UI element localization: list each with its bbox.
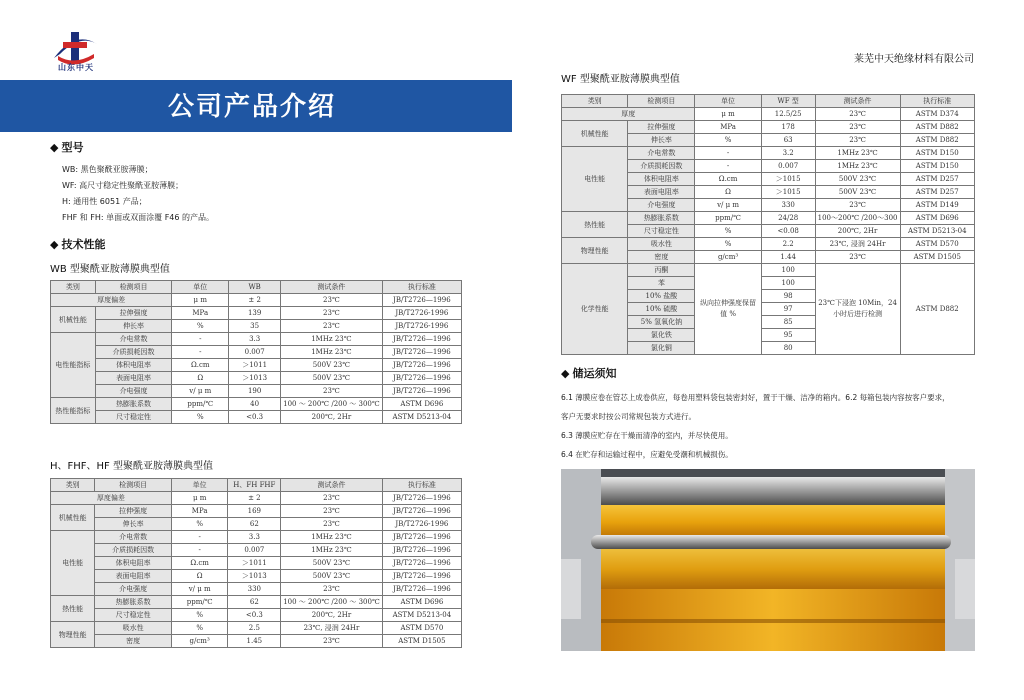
unit-cell: μ m: [172, 294, 229, 307]
standard-cell: JB/T2726—1996: [382, 294, 461, 307]
table-row: [51, 557, 462, 570]
item-cell: 体积电阻率: [628, 173, 695, 186]
value-cell: 35: [229, 320, 281, 333]
category-cell: 热性能指标: [51, 398, 96, 424]
condition-cell: 100 ～ 200℃ /200 ～ 300℃: [281, 596, 383, 609]
standard-cell: JB/T2726—1996: [382, 372, 461, 385]
value-cell: 3.3: [229, 333, 281, 346]
standard-cell: JB/T2726—1996: [382, 346, 461, 359]
item-cell: 表面电阻率: [95, 570, 171, 583]
category-cell: 电性能: [562, 147, 628, 212]
unit-cell: %: [695, 238, 761, 251]
condition-cell: 1MHz 23℃: [815, 160, 900, 173]
item-cell: 介电常数: [95, 531, 171, 544]
unit-cell: -: [171, 544, 228, 557]
column-header: WF 型: [761, 95, 815, 108]
wb-spec-table: [50, 280, 462, 424]
standard-cell: JB/T2726—1996: [382, 505, 461, 518]
column-header: 执行标准: [382, 479, 461, 492]
item-cell: 10% 硫酸: [628, 303, 695, 316]
category-cell: 电性能: [51, 531, 95, 596]
value-cell: ＞1015: [761, 186, 815, 199]
condition-cell: 23℃: [281, 320, 383, 333]
value-cell: 85: [761, 316, 815, 329]
column-header: 类别: [562, 95, 628, 108]
condition-cell: 23℃: [281, 635, 383, 648]
unit-cell: Ω: [172, 372, 229, 385]
model-line: FHF 和 FH: 单面或双面涂覆 F46 的产品。: [62, 213, 215, 222]
table-row: [51, 320, 462, 333]
condition-cell: 23℃: [281, 505, 383, 518]
column-header: WB: [229, 281, 281, 294]
condition-cell: 23℃: [281, 307, 383, 320]
storage-line: 6.1 薄膜应卷在管芯上成卷供应，每卷用塑料袋包装密封好，置于干燥、洁净的箱内。6.2 每箱包装内容按客户要求，: [561, 393, 950, 402]
value-cell: 2.5: [228, 622, 281, 635]
unit-cell: %: [171, 518, 228, 531]
value-cell: 1.45: [228, 635, 281, 648]
value-cell: ＞1011: [229, 359, 281, 372]
table-row: [51, 622, 462, 635]
value-cell: 3.2: [761, 147, 815, 160]
item-cell: 厚度偏差: [51, 492, 172, 505]
standard-cell: JB/T2726—1996: [382, 333, 461, 346]
condition-cell: 100 ～ 200℃ /200 ～ 300℃: [281, 398, 383, 411]
value-cell: 0.007: [229, 346, 281, 359]
table-row: [51, 570, 462, 583]
condition-cell: 200℃, 2Hr: [281, 411, 383, 424]
unit-cell: -: [171, 531, 228, 544]
column-header: 检测项目: [95, 479, 171, 492]
standard-cell: JB/T2726—1996: [382, 583, 461, 596]
item-cell: 尺寸稳定性: [95, 411, 172, 424]
item-cell: 介质损耗因数: [95, 346, 172, 359]
table-row: [51, 544, 462, 557]
condition-cell: 500V 23℃: [815, 186, 900, 199]
column-header: 单位: [171, 479, 228, 492]
item-cell: 体积电阻率: [95, 557, 171, 570]
unit-cell: v/ μ m: [171, 583, 228, 596]
condition-cell: 23℃, 浸润 24Hr: [815, 238, 900, 251]
column-header: 测试条件: [281, 281, 383, 294]
value-cell: 12.5/25: [761, 108, 815, 121]
condition-cell: 23℃: [281, 294, 383, 307]
item-cell: 介电强度: [95, 583, 171, 596]
value-cell: 80: [761, 342, 815, 355]
column-header: 检测项目: [628, 95, 695, 108]
item-cell: 伸长率: [95, 320, 172, 333]
unit-cell: Ω.cm: [171, 557, 228, 570]
unit-cell: %: [695, 134, 761, 147]
column-header: 单位: [695, 95, 761, 108]
table-row: [51, 531, 462, 544]
item-cell: 体积电阻率: [95, 359, 172, 372]
table-row: [51, 583, 462, 596]
item-cell: 5% 氢氧化钠: [628, 316, 695, 329]
item-cell: 表面电阻率: [95, 372, 172, 385]
item-cell: 介电强度: [95, 385, 172, 398]
value-cell: 63: [761, 134, 815, 147]
standard-cell: JB/T2726-1996: [382, 518, 461, 531]
table-row: [562, 212, 975, 225]
standard-cell: ASTM D696: [382, 596, 461, 609]
standard-cell: JB/T2726—1996: [382, 570, 461, 583]
category-cell: 电性能指标: [51, 333, 96, 398]
condition-cell: 1MHz 23℃: [281, 346, 383, 359]
condition-cell: 23℃: [281, 583, 383, 596]
unit-cell: MPa: [695, 121, 761, 134]
value-cell: 100: [761, 264, 815, 277]
standard-cell: ASTM D5213-04: [382, 411, 461, 424]
unit-cell: Ω.cm: [695, 173, 761, 186]
model-heading: ◆ 型号: [50, 139, 83, 155]
standard-cell: JB/T2726-1996: [382, 320, 461, 333]
table-row: [562, 238, 975, 251]
column-header: 检测项目: [95, 281, 172, 294]
item-cell: 厚度偏差: [51, 294, 172, 307]
table-row: [51, 492, 462, 505]
standard-cell: ASTM D882: [900, 121, 975, 134]
condition-cell: 23℃: [815, 108, 900, 121]
item-cell: 拉伸强度: [95, 307, 172, 320]
table-row: [562, 264, 975, 277]
unit-cell: Ω.cm: [172, 359, 229, 372]
column-header: 测试条件: [281, 479, 383, 492]
item-cell: 尺寸稳定性: [95, 609, 171, 622]
page-title: 公司产品介绍: [168, 92, 337, 122]
category-cell: 物理性能: [51, 622, 95, 648]
standard-cell: ASTM D5213-04: [382, 609, 461, 622]
unit-cell: %: [695, 225, 761, 238]
model-line: WB: 黑色聚酰亚胺薄膜；: [62, 165, 153, 174]
standard-cell: JB/T2726-1996: [382, 307, 461, 320]
item-cell: 尺寸稳定性: [628, 225, 695, 238]
item-cell: 介电强度: [628, 199, 695, 212]
h-spec-table: [50, 478, 462, 648]
item-cell: 表面电阻率: [628, 186, 695, 199]
item-cell: 氯化铁: [628, 329, 695, 342]
standard-cell: ASTM D696: [382, 398, 461, 411]
value-cell: 190: [229, 385, 281, 398]
standard-cell: ASTM D570: [382, 622, 461, 635]
table-row: [562, 147, 975, 160]
item-cell: 拉伸强度: [628, 121, 695, 134]
item-cell: 伸长率: [95, 518, 171, 531]
standard-cell: JB/T2726—1996: [382, 492, 461, 505]
unit-cell: MPa: [172, 307, 229, 320]
table-row: [51, 333, 462, 346]
condition-cell: 23℃: [815, 134, 900, 147]
h-table-title: H、FHF、HF 型聚酰亚胺薄膜典型值: [50, 461, 213, 472]
standard-cell: JB/T2726—1996: [382, 557, 461, 570]
condition-cell: 23℃: [281, 492, 383, 505]
table-row: [51, 609, 462, 622]
table-row: [51, 359, 462, 372]
standard-cell: ASTM D150: [900, 160, 975, 173]
unit-cell: %: [172, 411, 229, 424]
unit-cell: ppm/℃: [695, 212, 761, 225]
table-row: [51, 372, 462, 385]
table-row: [51, 294, 462, 307]
item-cell: 苯: [628, 277, 695, 290]
condition-cell: 1MHz 23℃: [281, 333, 383, 346]
wf-spec-table: [561, 94, 975, 355]
unit-cell: ppm/℃: [172, 398, 229, 411]
item-cell: 氯化铜: [628, 342, 695, 355]
value-cell: ± 2: [228, 492, 281, 505]
condition-cell: 23℃, 浸润 24Hr: [281, 622, 383, 635]
wb-table-title: WB 型聚酰亚胺薄膜典型值: [50, 264, 170, 275]
table-header-row: [562, 95, 975, 108]
column-header: 测试条件: [815, 95, 900, 108]
value-cell: ＞1011: [228, 557, 281, 570]
standard-cell: JB/T2726—1996: [382, 385, 461, 398]
table-row: [51, 307, 462, 320]
standard-cell: ASTM D696: [900, 212, 975, 225]
value-cell: 330: [228, 583, 281, 596]
table-row: [51, 518, 462, 531]
column-header: 类别: [51, 479, 95, 492]
standard-cell: ASTM D1505: [382, 635, 461, 648]
value-cell: 97: [761, 303, 815, 316]
item-cell: 厚度: [562, 108, 695, 121]
condition-cell: 100～200℃ /200～300: [815, 212, 900, 225]
value-cell: <0.3: [229, 411, 281, 424]
column-header: 执行标准: [382, 281, 461, 294]
value-cell: <0.3: [228, 609, 281, 622]
category-cell: 机械性能: [562, 121, 628, 147]
value-cell: 1.44: [761, 251, 815, 264]
category-cell: 物理性能: [562, 238, 628, 264]
column-header: 类别: [51, 281, 96, 294]
storage-heading: ◆ 储运须知: [561, 365, 616, 381]
item-cell: 拉伸强度: [95, 505, 171, 518]
value-cell: <0.08: [761, 225, 815, 238]
unit-cell: -: [695, 160, 761, 173]
value-cell: 62: [228, 596, 281, 609]
storage-text: [561, 388, 981, 464]
unit-cell: v/ μ m: [172, 385, 229, 398]
unit-cell: Ω: [171, 570, 228, 583]
column-header: 执行标准: [900, 95, 975, 108]
condition-cell: 23℃: [815, 199, 900, 212]
condition-cell: 500V 23℃: [281, 359, 383, 372]
storage-line: 6.4 在贮存和运输过程中，应避免受潮和机械损伤。: [561, 450, 733, 459]
condition-cell: 500V 23℃: [281, 557, 383, 570]
item-cell: 介质损耗因数: [628, 160, 695, 173]
value-cell: 100: [761, 277, 815, 290]
value-cell: 169: [228, 505, 281, 518]
table-row: [562, 121, 975, 134]
value-cell: ＞1013: [228, 570, 281, 583]
item-cell: 热膨胀系数: [95, 398, 172, 411]
unit-cell: g/cm³: [171, 635, 228, 648]
unit-cell: -: [172, 333, 229, 346]
model-line: H: 通用性 6051 产品；: [62, 197, 147, 206]
value-cell: 0.007: [761, 160, 815, 173]
storage-line: 6.3 薄膜应贮存在干燥而清净的室内，并尽快使用。: [561, 431, 733, 440]
value-cell: 330: [761, 199, 815, 212]
item-cell: 介质损耗因数: [95, 544, 171, 557]
condition-cell: 500V 23℃: [815, 173, 900, 186]
unit-cell: %: [171, 609, 228, 622]
condition-cell: 200℃, 2Hr: [815, 225, 900, 238]
item-cell: 10% 盐酸: [628, 290, 695, 303]
condition-cell: 500V 23℃: [281, 570, 383, 583]
value-cell: ＞1015: [761, 173, 815, 186]
item-cell: 密度: [628, 251, 695, 264]
category-cell: 机械性能: [51, 307, 96, 333]
table-header-row: [51, 281, 462, 294]
item-cell: 介电常数: [628, 147, 695, 160]
unit-cell: v/ μ m: [695, 199, 761, 212]
condition-cell: 23℃: [815, 121, 900, 134]
value-cell: 98: [761, 290, 815, 303]
table-row: [51, 411, 462, 424]
unit-cell: 纵向拉伸强度保留值 %: [695, 264, 761, 355]
value-cell: ± 2: [229, 294, 281, 307]
item-cell: 吸水性: [95, 622, 171, 635]
item-cell: 介电常数: [95, 333, 172, 346]
category-cell: 热性能: [562, 212, 628, 238]
unit-cell: μ m: [695, 108, 761, 121]
value-cell: 0.007: [228, 544, 281, 557]
condition-cell: 1MHz 23℃: [281, 544, 383, 557]
unit-cell: -: [695, 147, 761, 160]
standard-cell: ASTM D882: [900, 264, 975, 355]
film-production-photo: [561, 469, 975, 651]
standard-cell: ASTM D1505: [900, 251, 975, 264]
item-cell: 热膨胀系数: [628, 212, 695, 225]
storage-line: 客户无要求时按公司常规包装方式进行。: [561, 412, 696, 421]
standard-cell: ASTM D5213-04: [900, 225, 975, 238]
unit-cell: %: [171, 622, 228, 635]
unit-cell: μ m: [171, 492, 228, 505]
table-row: [51, 398, 462, 411]
condition-cell: 1MHz 23℃: [281, 531, 383, 544]
tech-heading: ◆ 技术性能: [50, 236, 105, 252]
standard-cell: ASTM D374: [900, 108, 975, 121]
table-row: [51, 346, 462, 359]
value-cell: 95: [761, 329, 815, 342]
logo-text: 山东中天: [58, 63, 94, 72]
standard-cell: JB/T2726—1996: [382, 531, 461, 544]
unit-cell: g/cm³: [695, 251, 761, 264]
standard-cell: ASTM D570: [900, 238, 975, 251]
table-row: [51, 596, 462, 609]
column-header: H、FH FHF: [228, 479, 281, 492]
condition-cell: 500V 23℃: [281, 372, 383, 385]
value-cell: ＞1013: [229, 372, 281, 385]
item-cell: 热膨胀系数: [95, 596, 171, 609]
unit-cell: %: [172, 320, 229, 333]
value-cell: 24/28: [761, 212, 815, 225]
value-cell: 2.2: [761, 238, 815, 251]
table-row: [51, 385, 462, 398]
unit-cell: Ω: [695, 186, 761, 199]
category-cell: 热性能: [51, 596, 95, 622]
value-cell: 139: [229, 307, 281, 320]
unit-cell: MPa: [171, 505, 228, 518]
item-cell: 吸水性: [628, 238, 695, 251]
condition-cell: 23℃: [815, 251, 900, 264]
company-name: 莱芜中天绝缘材料有限公司: [854, 54, 974, 65]
item-cell: 伸长率: [628, 134, 695, 147]
item-cell: 密度: [95, 635, 171, 648]
category-cell: 化学性能: [562, 264, 628, 355]
value-cell: 3.3: [228, 531, 281, 544]
standard-cell: ASTM D257: [900, 186, 975, 199]
item-cell: 丙酮: [628, 264, 695, 277]
condition-cell: 23℃: [281, 518, 383, 531]
condition-cell: 1MHz 23℃: [815, 147, 900, 160]
standard-cell: ASTM D882: [900, 134, 975, 147]
value-cell: 40: [229, 398, 281, 411]
table-row: [51, 635, 462, 648]
category-cell: 机械性能: [51, 505, 95, 531]
table-header-row: [51, 479, 462, 492]
value-cell: 62: [228, 518, 281, 531]
table-row: [51, 505, 462, 518]
condition-cell: 23℃下浸泡 10Min，24 小时后进行检测: [815, 264, 900, 355]
standard-cell: ASTM D149: [900, 199, 975, 212]
model-line: WF: 高尺寸稳定性聚酰亚胺薄膜；: [62, 181, 184, 190]
column-header: 单位: [172, 281, 229, 294]
standard-cell: JB/T2726—1996: [382, 544, 461, 557]
wf-table-title: WF 型聚酰亚胺薄膜典型值: [561, 74, 680, 85]
condition-cell: 200℃, 2Hr: [281, 609, 383, 622]
table-row: [562, 108, 975, 121]
model-list: [62, 162, 214, 226]
standard-cell: JB/T2726—1996: [382, 359, 461, 372]
unit-cell: -: [172, 346, 229, 359]
condition-cell: 23℃: [281, 385, 383, 398]
standard-cell: ASTM D150: [900, 147, 975, 160]
unit-cell: ppm/℃: [171, 596, 228, 609]
standard-cell: ASTM D257: [900, 173, 975, 186]
value-cell: 178: [761, 121, 815, 134]
